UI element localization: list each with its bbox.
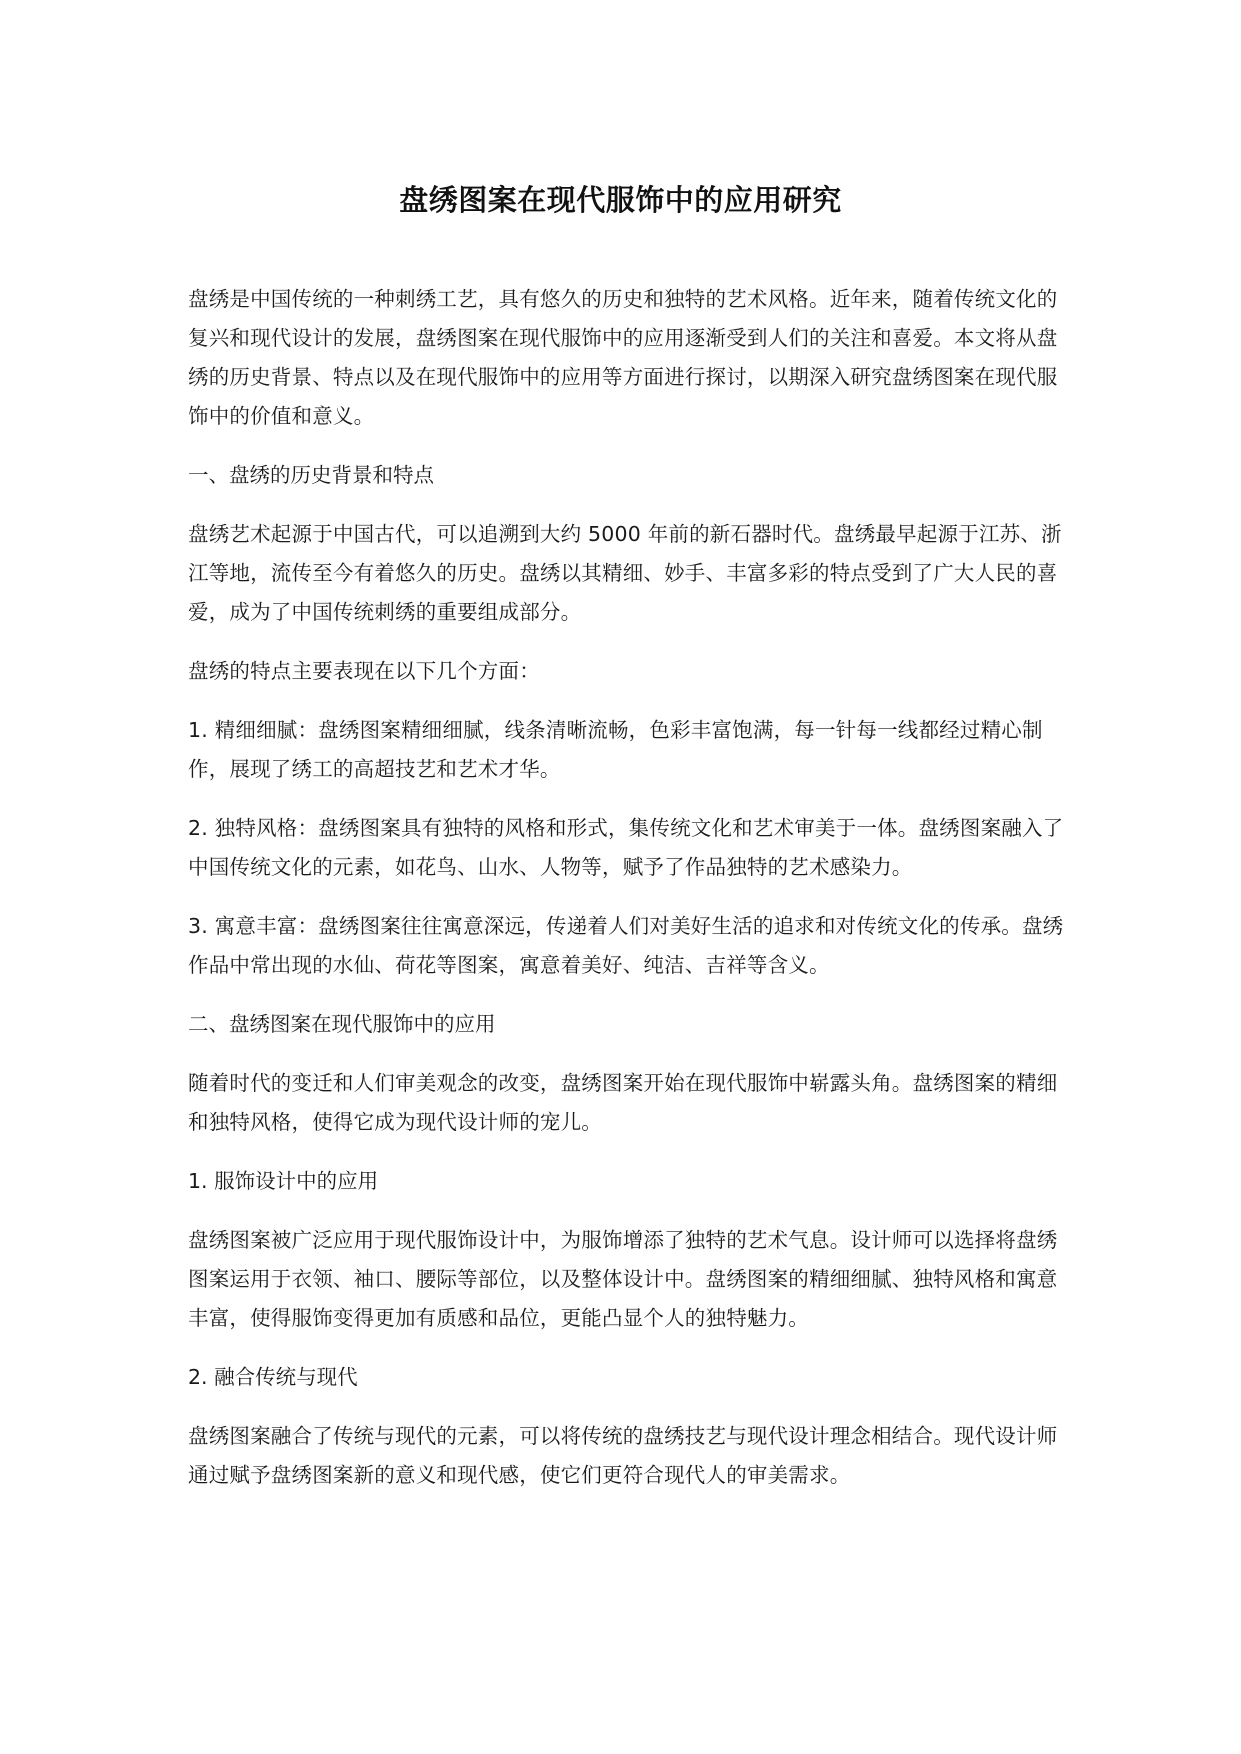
feature-item-3: 3. 寓意丰富：盘绣图案往往寓意深远，传递着人们对美好生活的追求和对传统文化的传承。盘绣作品中常出现的水仙、荷花等图案，寓意着美好、纯洁、吉祥等含义。 [188,914,1064,977]
application-intro-paragraph: 随着时代的变迁和人们审美观念的改变，盘绣图案开始在现代服饰中崭露头角。盘绣图案的精细和独特风格，使得它成为现代设计师的宠儿。 [188,1071,1058,1134]
intro-paragraph: 盘绣是中国传统的一种刺绣工艺，具有悠久的历史和独特的艺术风格。近年来，随着传统文化的复兴和现代设计的发展，盘绣图案在现代服饰中的应用逐渐受到人们的关注和喜爱。本文将从盘绣的历史背景、特点以及在现代服饰中的应用等方面进行探讨，以期深入研究盘绣图案在现代服饰中的价值和意义。 [188,287,1058,428]
subheading-fusion: 2. 融合传统与现代 [188,1365,358,1389]
feature-item-2: 2. 独特风格：盘绣图案具有独特的风格和形式，集传统文化和艺术审美于一体。盘绣图案融入了中国传统文化的元素，如花鸟、山水、人物等，赋予了作品独特的艺术感染力。 [188,816,1064,879]
feature-item-1: 1. 精细细腻：盘绣图案精细细腻，线条清晰流畅，色彩丰富饱满，每一针每一线都经过精心制作，展现了绣工的高超技艺和艺术才华。 [188,718,1043,781]
history-paragraph: 盘绣艺术起源于中国古代，可以追溯到大约 5000 年前的新石器时代。盘绣最早起源于江苏、浙江等地，流传至今有着悠久的历史。盘绣以其精细、妙手、丰富多彩的特点受到了广大人民的喜爱，成为了中国传统刺绣的重要组成部分。 [188,522,1062,624]
document-body [188,280,1068,1515]
section-heading-application: 二、盘绣图案在现代服饰中的应用 [188,1012,496,1036]
subheading-design: 1. 服饰设计中的应用 [188,1169,379,1193]
document-title: 盘绣图案在现代服饰中的应用研究 [399,183,842,217]
fusion-paragraph: 盘绣图案融合了传统与现代的元素，可以将传统的盘绣技艺与现代设计理念相结合。现代设计师通过赋予盘绣图案新的意义和现代感，使它们更符合现代人的审美需求。 [188,1424,1058,1487]
features-intro-paragraph: 盘绣的特点主要表现在以下几个方面： [188,659,540,683]
design-paragraph: 盘绣图案被广泛应用于现代服饰设计中，为服饰增添了独特的艺术气息。设计师可以选择将盘绣图案运用于衣领、袖口、腰际等部位，以及整体设计中。盘绣图案的精细细腻、独特风格和寓意丰富，使得服饰变得更加有质感和品位，更能凸显个人的独特魅力。 [188,1228,1058,1330]
section-heading-history: 一、盘绣的历史背景和特点 [188,463,434,487]
